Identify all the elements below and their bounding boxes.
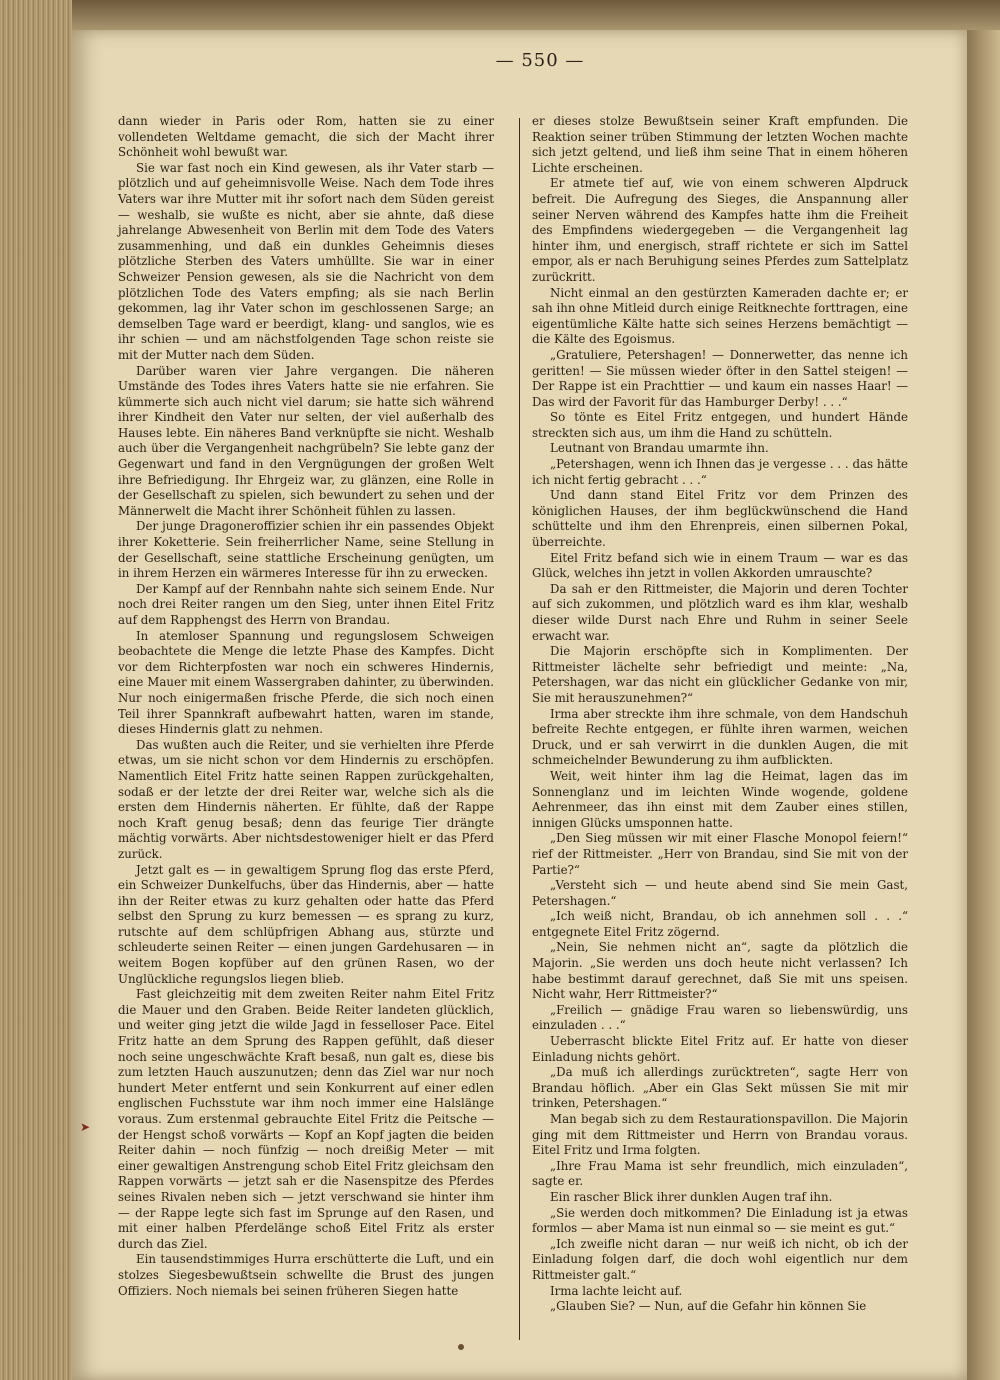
paragraph: Fast gleichzeitig mit dem zweiten Reiter nahm Eitel Fritz die Mauer und den Graben. Beide Reiter landeten glücklich, und weiter ging jetzt die wilde Jagd in fesselloser Pace. Eitel Fritz hatte an dem Sprung des Rappen gefühlt, daß dieser noch seine ungeschwächte Kraft besaß, nun galt es, diese bis zum letzten Hauch auszunutzen; denn das Ziel war nur noch hundert Meter entfernt und sein Konkurrent auf einer edlen englischen Fuchsstute war ihm noch immer eine Halslänge voraus. Zum erstenmal gebrauchte Eitel Fritz die Peitsche — der Hengst schoß vorwärts — Kopf an Kopf jagten die beiden Reiter dahin — noch fünfzig — noch dreißig Meter — mit einer gewaltigen Anstrengung schob Eitel Fritz gleichsam den Rappen vorwärts — jetzt sah er die Nasenspitze des Pferdes seines Rivalen neben sich — jetzt verschwand sie hinter ihm — der Rappe legte sich fast im Sprunge auf den Rasen, und mit einer halben Pferdelänge schoß Eitel Fritz als erster durch das Ziel. xyxy=(118,987,494,1251)
paragraph: In atemloser Spannung und regungslosem Schweigen beobachtete die Menge die letzte Phase des Kampfes. Dicht vor dem Richterpfosten war noch ein schweres Hindernis, eine Mauer mit einem Wassergraben dahinter, zu überwinden. Nur noch einigermaßen frische Pferde, die sich noch einen Teil ihrer Spannkraft aufbewahrt hatten, waren im stande, dieses Hindernis glatt zu nehmen. xyxy=(118,628,494,737)
paragraph: er dieses stolze Bewußtsein seiner Kraft empfunden. Die Reaktion seiner trüben Stimmung der letzten Wochen machte sich jetzt geltend, und ließ ihm seine That in einem höheren Lichte erscheinen. xyxy=(532,114,908,175)
margin-arrow-icon: ➤ xyxy=(80,1120,91,1134)
paragraph: „Petershagen, wenn ich Ihnen das je vergesse . . . das hätte ich nicht fertig gebracht . . .“ xyxy=(532,457,908,487)
next-page-edge xyxy=(967,30,1000,1380)
paragraph: „Da muß ich allerdings zurücktreten“, sagte Herr von Brandau höflich. „Aber ein Glas Sekt müssen Sie mit mir trinken, Petershagen.“ xyxy=(532,1065,908,1111)
paragraph: Eitel Fritz befand sich wie in einem Traum — war es das Glück, welches ihn jetzt in vollen Akkorden umrauschte? xyxy=(532,550,908,581)
paragraph: „Versteht sich — und heute abend sind Sie mein Gast, Petershagen.“ xyxy=(532,878,908,908)
paragraph: Die Majorin erschöpfte sich in Komplimenten. Der Rittmeister lächelte sehr befriedigt und meinte: „Na, Petershagen, war das nicht ein glücklicher Gedanke von mir, Sie mit herauszunehmen?“ xyxy=(532,644,908,705)
paragraph: Nicht einmal an den gestürzten Kameraden dachte er; er sah ihn ohne Mitleid durch einige Reitknechte forttragen, eine eigentümliche Kälte hatte sich seines Herzens bemächtigt — die Kälte des Egoismus. xyxy=(532,285,908,347)
paragraph: dann wieder in Paris oder Rom, hatten sie zu einer vollendeten Weltdame gemacht, die sich der Macht ihrer Schönheit wohl bewußt war. xyxy=(118,114,494,160)
paragraph: Jetzt galt es — in gewaltigem Sprung flog das erste Pferd, ein Schweizer Dunkelfuchs, über das Hindernis, aber — hatte ihn der Reiter etwas zu kurz gehalten oder hatte das Pferd selbst den Sprung zu kurz bemessen — es sprang zu kurz, rutschte auf dem schlüpfrigen Abhang aus, stürzte und schleuderte seinen Reiter — einen jungen Gardehusaren — in weitem Bogen kopfüber auf den grünen Rasen, wo der Unglückliche regungslos liegen blieb. xyxy=(118,862,494,986)
left-column xyxy=(118,114,494,1299)
paragraph: „Ich zweifle nicht daran — nur weiß ich nicht, ob ich der Einladung folgen darf, die doch wohl eigentlich nur dem Rittmeister galt.“ xyxy=(532,1236,908,1282)
paragraph: Weit, weit hinter ihm lag die Heimat, lagen das im Sonnenglanz und im leichten Winde wogende, goldene Aehrenmeer, das ihn einst mit dem Zauber eines stillen, innigen Glücks umsponnen hatte. xyxy=(532,768,908,830)
paragraph: Ueberrascht blickte Eitel Fritz auf. Er hatte von dieser Einladung nichts gehört. xyxy=(532,1034,908,1064)
paragraph: Ein tausendstimmiges Hurra erschütterte die Luft, und ein stolzes Siegesbewußtsein schwellte die Brust des jungen Offiziers. Noch niemals bei seinen früheren Siegen hatte xyxy=(118,1252,494,1298)
page-number: — 550 — xyxy=(495,50,585,71)
ink-spot xyxy=(458,1344,464,1350)
paragraph: Man begab sich zu dem Restaurationspavillon. Die Majorin ging mit dem Rittmeister und Herrn von Brandau voraus. Eitel Fritz und Irma folgten. xyxy=(532,1112,908,1158)
paragraph: „Nein, Sie nehmen nicht an“, sagte da plötzlich die Majorin. „Sie werden uns doch heute nicht verlassen? Ich habe bestimmt darauf gerechnet, daß Sie mit uns speisen. Nicht wahr, Herr Rittmeister?“ xyxy=(532,940,908,1002)
right-column xyxy=(532,114,908,1315)
book-page-stack xyxy=(0,0,72,1380)
paragraph: Er atmete tief auf, wie von einem schweren Alpdruck befreit. Die Aufregung des Sieges, die Anspannung aller seiner Nerven während des Kampfes hatte ihm die Freiheit des Empfindens wiedergegeben — die Vergangenheit lag hinter ihm, und energisch, straff richtete er sich im Sattel empor, als er nach Beruhigung seines Pferdes zum Sattelplatz zurückritt. xyxy=(532,176,908,284)
paragraph: „Den Sieg müssen wir mit einer Flasche Monopol feiern!“ rief der Rittmeister. „Herr von Brandau, sind Sie mit von der Partie?“ xyxy=(532,831,908,877)
paragraph: „Ihre Frau Mama ist sehr freundlich, mich einzuladen“, sagte er. xyxy=(532,1158,908,1189)
paragraph: Der Kampf auf der Rennbahn nahte sich seinem Ende. Nur noch drei Reiter rangen um den Sieg, unter ihnen Eitel Fritz auf dem Rapphengst des Herrn von Brandau. xyxy=(118,581,494,627)
paragraph: „Gratuliere, Petershagen! — Donnerwetter, das nenne ich geritten! — Sie müssen wieder öfter in den Sattel steigen! — Der Rappe ist ein Prachttier — und kaum ein nasses Haar! — Das wird der Favorit für das Hamburger Derby! . . .“ xyxy=(532,347,908,409)
paragraph: Da sah er den Rittmeister, die Majorin und deren Tochter auf sich zukommen, und plötzlich ward es ihm klar, weshalb dieser wilde Durst nach Ehre und Ruhm in seiner Seele erwacht war. xyxy=(532,581,908,643)
paragraph: Und dann stand Eitel Fritz vor dem Prinzen des königlichen Hauses, der ihm beglückwünschend die Hand schüttelte und ihm den Ehrenpreis, einen silbernen Pokal, überreichte. xyxy=(532,488,908,550)
paragraph: „Freilich — gnädige Frau waren so liebenswürdig, uns einzuladen . . .“ xyxy=(532,1002,908,1033)
paragraph: Das wußten auch die Reiter, und sie verhielten ihre Pferde etwas, um sie nicht schon vor dem Hindernis zu erschöpfen. Namentlich Eitel Fritz hatte seinen Rappen zurückgehalten, sodaß er der letzte der drei Reiter war, welche sich als die ersten dem Hindernis näherten. Er fühlte, daß der Rappe noch Kraft genug besaß; denn das feurige Tier drängte mächtig vorwärts. Aber nichtsdestoweniger hielt er das Pferd zurück. xyxy=(118,737,494,861)
paragraph: Der junge Dragoneroffizier schien ihr ein passendes Objekt ihrer Koketterie. Sein freiherrlicher Name, seine Stellung in der Gesellschaft, seine stattliche Erscheinung genügten, um in ihrem Herzen ein wärmeres Interesse für ihn zu erwecken. xyxy=(118,519,494,581)
paragraph: „Sie werden doch mitkommen? Die Einladung ist ja etwas formlos — aber Mama ist nun einmal so — sie meint es gut.“ xyxy=(532,1205,908,1236)
paragraph: So tönte es Eitel Fritz entgegen, und hundert Hände streckten sich aus, um ihm die Hand zu schütteln. xyxy=(532,410,908,440)
paragraph: Irma lachte leicht auf. xyxy=(550,1283,683,1298)
paragraph: Ein rascher Blick ihrer dunklen Augen traf ihn. xyxy=(550,1189,833,1204)
paragraph: „Glauben Sie? — Nun, auf die Gefahr hin können Sie xyxy=(550,1299,867,1314)
column-divider xyxy=(519,118,520,1340)
paragraph: „Ich weiß nicht, Brandau, ob ich annehmen soll . . .“ entgegnete Eitel Fritz zögernd. xyxy=(532,909,908,939)
paragraph: Darüber waren vier Jahre vergangen. Die näheren Umstände des Todes ihres Vaters hatte sie nie erfahren. Sie kümmerte sich auch nicht viel darum; sie hatte sich während ihrer Kindheit den Vater nur selten, der viel außerhalb des Hauses lebte. Ein näheres Band verknüpfte sie nicht. Weshalb auch über die Vergangenheit nachgrübeln? Sie lebte ganz der Gegenwart und fand in den Vergnügungen der großen Welt ihre Befriedigung. Ihr Ehrgeiz war, zu glänzen, eine Rolle in der Gesellschaft zu spielen, sich bewundert zu sehen und der Männerwelt die Macht ihrer Schönheit fühlen zu lassen. xyxy=(118,363,494,518)
paragraph: Irma aber streckte ihm ihre schmale, von dem Handschuh befreite Rechte entgegen, er fühlte ihren warmen, weichen Druck, und er sah verwirrt in die dunklen Augen, die mit schmeichelnder Bewunderung zu ihm aufblickten. xyxy=(532,706,908,768)
paragraph: Sie war fast noch ein Kind gewesen, als ihr Vater starb — plötzlich und auf geheimnisvolle Weise. Nach dem Tode ihres Vaters war ihre Mutter mit ihr sofort nach dem Süden gereist — weshalb, sie wußte es nicht, aber sie ahnte, daß diese jahrelange Abwesenheit von Berlin mit dem Tode des Vaters zusammenhing, und daß ein dunkles Geheimnis dieses plötzliche Sterben des Vaters umhüllte. Sie war in einer Schweizer Pension gewesen, als sie die Nachricht von dem plötzlichen Tode des Vaters empfing; als sie nach Berlin gekommen, lag ihr Vater schon im geschlossenen Sarge; an demselben Tage ward er beerdigt, klang- und sanglos, wie es ihr schien — und am nächstfolgenden Tage schon reiste sie mit der Mutter nach dem Süden. xyxy=(118,160,494,362)
paragraph: Leutnant von Brandau umarmte ihn. xyxy=(550,441,769,456)
